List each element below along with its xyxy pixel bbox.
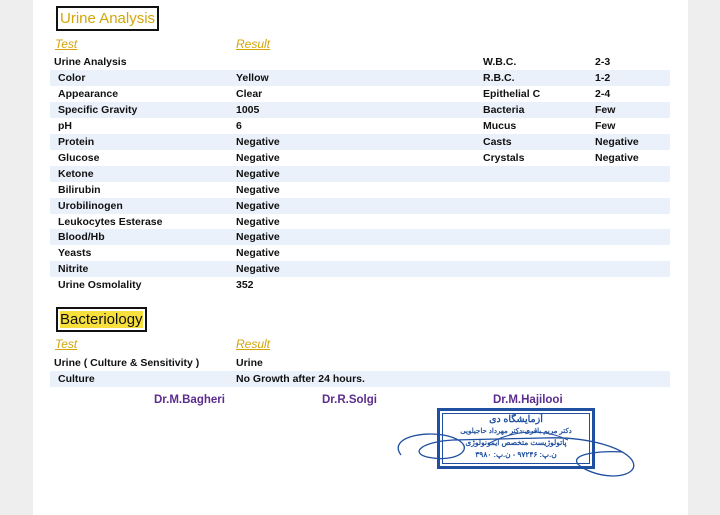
test-result: 1005 [236,103,260,116]
bacteriology-col-test-header: Test [55,337,78,351]
table-row [50,70,670,86]
test-result: Negative [236,135,280,148]
test-name: Color [58,71,86,84]
table-row [50,214,670,230]
test-name: Nitrite [58,263,89,276]
bacteriology-col-result-header: Result [236,337,271,351]
table-row [50,245,670,261]
table-row [50,229,670,245]
test-result-secondary: 2-3 [595,56,611,68]
test-name-secondary: Crystals [483,151,525,164]
test-name-secondary: Epithelial C [483,87,541,100]
urine-col-result-header: Result [236,37,271,51]
test-name: Ketone [58,167,94,180]
test-result-secondary: Few [595,103,616,116]
table-row [50,182,670,198]
test-name: Blood/Hb [58,231,105,244]
test-result-secondary: 1-2 [595,71,611,84]
test-name: Urobilinogen [58,199,123,212]
table-row [50,54,670,70]
table-row [50,277,670,293]
table-row [50,150,670,166]
test-result: Urine [236,357,263,369]
test-result: 352 [236,279,254,292]
test-name: Specific Gravity [58,103,138,116]
test-name-secondary: Mucus [483,119,517,132]
test-result: Yellow [236,71,269,84]
table-row [50,134,670,150]
test-name-secondary: Casts [483,135,512,148]
urine-analysis-title: Urine Analysis [56,6,159,31]
test-result-secondary: Negative [595,151,639,164]
test-name-secondary: W.B.C. [483,56,517,68]
test-result: Negative [236,215,280,228]
table-row [50,86,670,102]
bacteriology-title: Bacteriology [56,307,147,332]
test-result: Negative [236,247,280,260]
test-name: Urine Osmolality [58,279,142,292]
test-result-secondary: 2-4 [595,87,611,100]
table-row [50,102,670,118]
test-name-secondary: R.B.C. [483,71,515,84]
doctor-signature-3: Dr.M.Hajilooi [493,394,563,406]
test-result: Negative [236,183,280,196]
test-result: Clear [236,87,263,100]
test-name: Bilirubin [58,183,101,196]
test-name: Urine ( Culture & Sensitivity ) [54,357,200,369]
report-page [33,0,688,515]
test-name-secondary: Bacteria [483,103,525,116]
table-row [50,118,670,134]
test-result-secondary: Few [595,119,616,132]
laboratory-stamp: آزمایشگاه دی دکتر مریم باقری-دکتر مهرداد حاجیلویی پاتولوژیست متخصص ایمونولوژی ن.پ: ۹۷۲۴۶ - ن.پ: ۳۹۸۰ [437,408,595,469]
test-name: Yeasts [58,247,92,260]
test-name: Protein [58,135,95,148]
test-result: Negative [236,231,280,244]
test-result: 6 [236,119,242,132]
test-name: Culture [58,373,95,385]
table-row [50,371,670,387]
table-row [50,166,670,182]
doctor-signature-1: Dr.M.Bagheri [154,394,225,406]
test-name: Urine Analysis [54,56,127,68]
test-result: Negative [236,199,280,212]
test-name: Glucose [58,151,100,164]
table-row [50,198,670,214]
test-result-secondary: Negative [595,135,639,148]
test-result: Negative [236,167,280,180]
test-result: No Growth after 24 hours. [236,373,365,385]
test-name: pH [58,119,72,132]
test-result: Negative [236,151,280,164]
test-result: Negative [236,263,280,276]
doctor-signature-2: Dr.R.Solgi [322,394,377,406]
table-row [50,355,670,371]
test-name: Leukocytes Esterase [58,215,163,228]
table-row [50,261,670,277]
urine-col-test-header: Test [55,37,78,51]
test-name: Appearance [58,87,119,100]
